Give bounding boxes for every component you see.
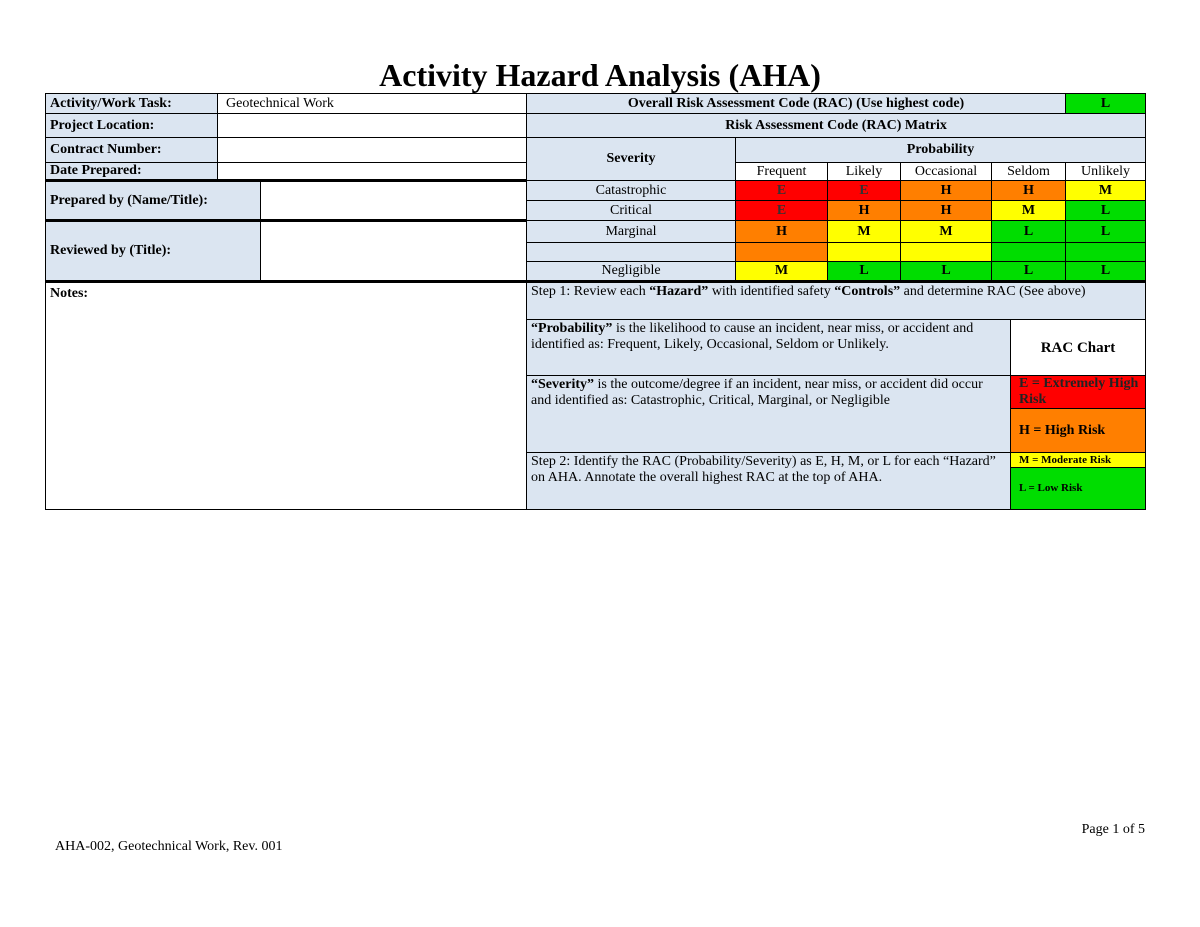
rac-matrix-title: Risk Assessment Code (RAC) Matrix — [527, 114, 1146, 138]
rac-cell: M — [828, 221, 901, 243]
severity-catastrophic: Catastrophic — [527, 181, 736, 201]
rac-cell: L — [992, 262, 1066, 282]
severity-blank — [527, 243, 736, 262]
rac-cell — [828, 243, 901, 262]
notes-label: Notes: — [50, 286, 89, 301]
probability-unlikely: Unlikely — [1066, 163, 1146, 181]
project-location-label: Project Location: — [46, 114, 218, 138]
rac-cell — [1066, 243, 1146, 262]
aha-table — [45, 93, 1146, 510]
severity-critical: Critical — [527, 201, 736, 221]
probability-frequent: Frequent — [736, 163, 828, 181]
rac-chart-title: RAC Chart — [1011, 320, 1146, 376]
rac-cell: E — [736, 201, 828, 221]
probability-occasional: Occasional — [901, 163, 992, 181]
reviewed-by-label: Reviewed by (Title): — [46, 221, 261, 282]
rac-key-ml — [1011, 453, 1146, 510]
step2-text: Step 2: Identify the RAC (Probability/Severity) as E, H, M, or L for each “Hazard” on AHA. Annotate the overall highest RAC at the top of AHA. — [527, 453, 1011, 510]
overall-rac-value[interactable]: L — [1066, 94, 1146, 114]
severity-header: Severity — [527, 138, 736, 181]
rac-cell: E — [828, 181, 901, 201]
probability-definition: “Probability” is the likelihood to cause an incident, near miss, or accident and identified as: Frequent, Likely, Occasional, Seldom or Unlikely. — [527, 320, 1011, 376]
project-location-value[interactable] — [218, 114, 527, 138]
rac-cell: L — [828, 262, 901, 282]
rac-key-extreme: E = Extremely High Risk — [1011, 376, 1146, 409]
activity-value[interactable]: Geotechnical Work — [218, 94, 527, 114]
date-prepared-value[interactable] — [218, 163, 527, 181]
rac-cell: M — [736, 262, 828, 282]
severity-marginal: Marginal — [527, 221, 736, 243]
rac-cell: H — [736, 221, 828, 243]
rac-cell — [736, 243, 828, 262]
rac-cell: E — [736, 181, 828, 201]
aha-form — [45, 93, 1145, 510]
rac-key-moderate: M = Moderate Risk — [1011, 453, 1145, 468]
rac-key-low: L = Low Risk — [1011, 468, 1145, 509]
page-number: Page 1 of 5 — [1081, 822, 1145, 837]
document-footer: AHA-002, Geotechnical Work, Rev. 001 — [55, 839, 283, 854]
severity-negligible: Negligible — [527, 262, 736, 282]
contract-number-value[interactable] — [218, 138, 527, 163]
rac-cell: H — [992, 181, 1066, 201]
rac-cell: M — [1066, 181, 1146, 201]
rac-cell: M — [992, 201, 1066, 221]
rac-cell: H — [828, 201, 901, 221]
rac-cell: H — [901, 201, 992, 221]
prepared-by-label: Prepared by (Name/Title): — [46, 181, 261, 221]
rac-cell: H — [901, 181, 992, 201]
rac-key-high: H = High Risk — [1011, 409, 1146, 453]
step1-text: Step 1: Review each “Hazard” with identified safety “Controls” and determine RAC (See above) — [527, 282, 1146, 320]
overall-rac-label: Overall Risk Assessment Code (RAC) (Use highest code) — [527, 94, 1066, 114]
rac-cell: M — [901, 221, 992, 243]
rac-cell — [901, 243, 992, 262]
probability-seldom: Seldom — [992, 163, 1066, 181]
rac-cell: L — [1066, 262, 1146, 282]
contract-number-label: Contract Number: — [46, 138, 218, 163]
rac-cell: L — [901, 262, 992, 282]
probability-likely: Likely — [828, 163, 901, 181]
rac-cell — [992, 243, 1066, 262]
rac-cell: L — [992, 221, 1066, 243]
document-title: Activity Hazard Analysis (AHA) — [379, 57, 821, 93]
date-prepared-label: Date Prepared: — [46, 163, 218, 181]
rac-cell: L — [1066, 221, 1146, 243]
activity-label: Activity/Work Task: — [46, 94, 218, 114]
prepared-by-value[interactable] — [261, 181, 527, 221]
rac-cell: L — [1066, 201, 1146, 221]
probability-header: Probability — [736, 138, 1146, 163]
reviewed-by-value[interactable] — [261, 221, 527, 282]
notes-box[interactable] — [46, 282, 527, 510]
severity-definition: “Severity” is the outcome/degree if an incident, near miss, or accident did occur and identified as: Catastrophic, Critical, Marginal, or Negligible — [527, 376, 1011, 453]
